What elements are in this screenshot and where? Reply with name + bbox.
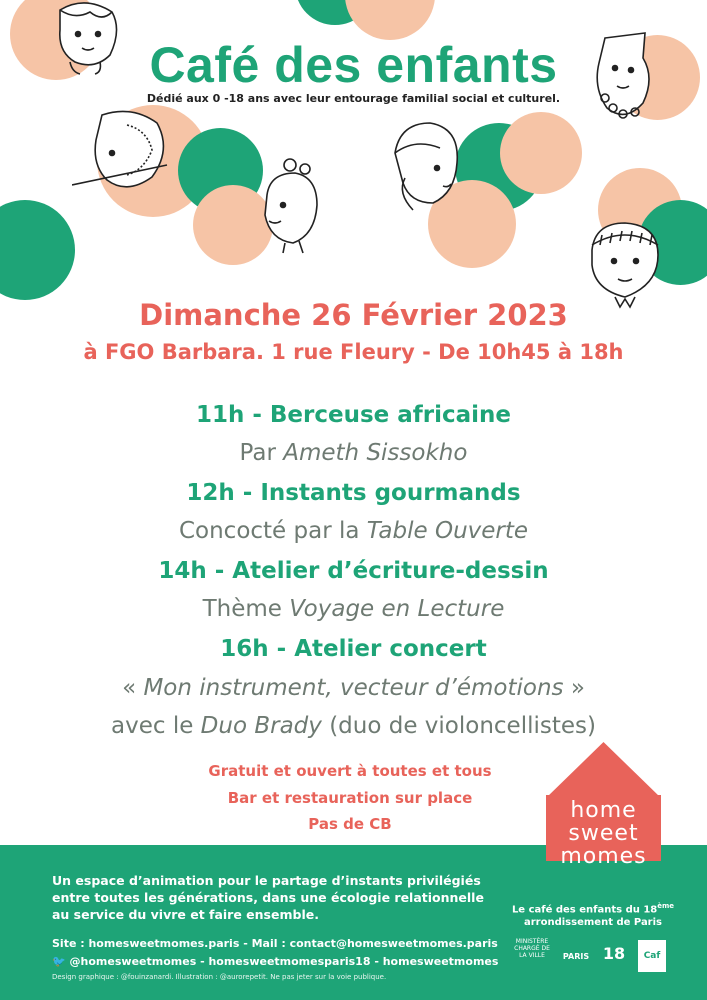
logo-word-sweet: sweet: [568, 821, 639, 846]
footer-site-line: Site : homesweetmomes.paris - Mail : contact@homesweetmomes.paris: [52, 937, 498, 950]
decor-circle: [345, 0, 435, 40]
child-face-illustration: [580, 215, 670, 310]
child-face-illustration: [255, 155, 325, 255]
decor-circle: [500, 112, 582, 194]
paris-logo: PARIS: [562, 952, 590, 961]
program-heading-1: 11h - Berceuse africaine: [195, 402, 512, 428]
logo-word-home: home: [570, 798, 637, 823]
child-face-illustration: [72, 105, 182, 195]
footer-credits: Design graphique : @fouinzanardi. Illustration : @aurorepetit. Ne pas jeter sur la voie publique.: [52, 973, 387, 981]
program-heading-2: 12h - Instants gourmands: [186, 480, 521, 506]
program-detail-4: « Mon instrument, vecteur d’émotions »: [122, 675, 585, 701]
info-line: Pas de CB: [308, 815, 392, 833]
house-logo: [546, 742, 661, 798]
twitter-icon: 🐦: [52, 955, 66, 968]
program-detail-4-extra: avec le Duo Brady (duo de violoncellistes): [111, 713, 596, 739]
program-detail-2: Concocté par la Table Ouverte: [178, 518, 529, 544]
poster-title: Café des enfants: [149, 37, 558, 93]
info-line: Bar et restauration sur place: [227, 789, 473, 807]
partner-logos: [512, 938, 682, 978]
mairie-18-logo: 18: [602, 944, 626, 963]
ministere-logo: MINISTÈRE CHARGÉ DE LA VILLE: [514, 938, 550, 959]
event-place: à FGO Barbara. 1 rue Fleury - De 10h45 à 18h: [83, 340, 624, 364]
caf-logo: Caf: [638, 940, 666, 972]
decor-circle: [0, 200, 75, 300]
event-date: Dimanche 26 Février 2023: [139, 298, 568, 332]
logo-word-momes: momes: [560, 844, 647, 869]
program-detail-3: Thème Voyage en Lecture: [202, 596, 505, 622]
footer-social-line: 🐦 @homesweetmomes - homesweetmomesparis18 - homesweetmomes: [52, 955, 499, 968]
program-detail-1: Par Ameth Sissokho: [239, 440, 468, 466]
poster-subtitle: Dédié aux 0 -18 ans avec leur entourage familial social et culturel.: [146, 92, 561, 105]
program-heading-4: 16h - Atelier concert: [220, 636, 487, 662]
program-heading-3: 14h - Atelier d’écriture-dessin: [158, 558, 549, 584]
footer-description: Un espace d’animation pour le partage d’instants privilégiés entre toutes les générations, dans une écologie relationnelle au service du vivre et faire ensemble.: [52, 873, 484, 922]
footer-tagline: Le café des enfants du 18ème arrondissement de Paris: [511, 902, 675, 929]
child-face-illustration: [385, 118, 470, 213]
info-line: Gratuit et ouvert à toutes et tous: [208, 762, 492, 780]
